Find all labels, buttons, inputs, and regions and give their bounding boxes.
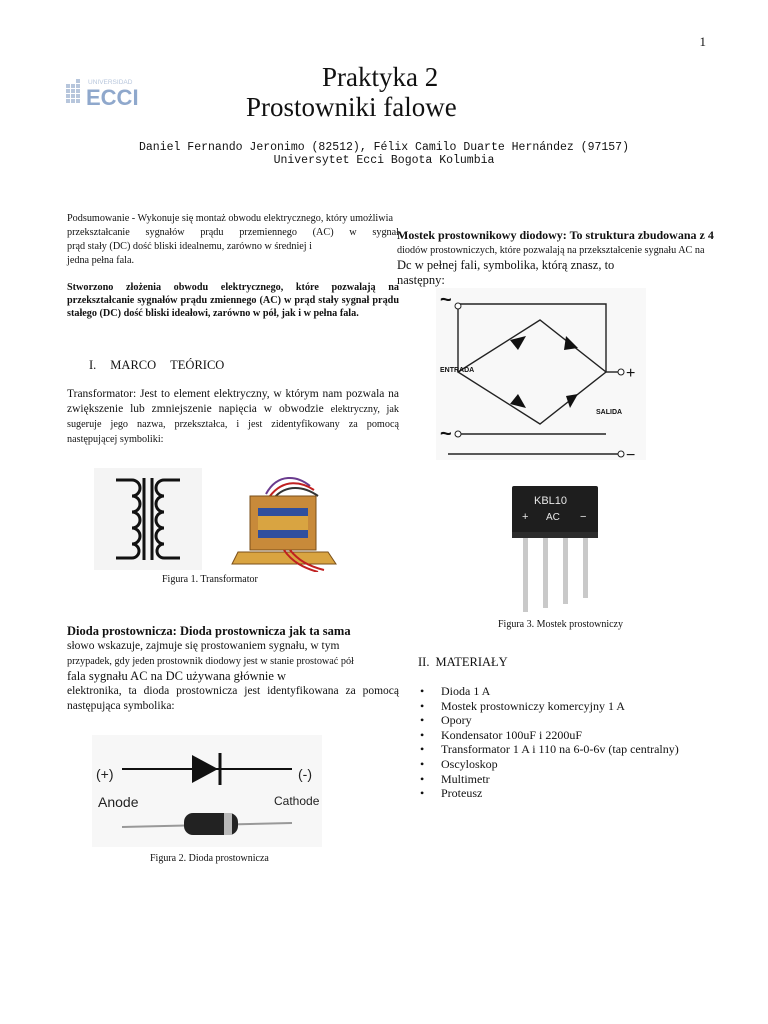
rectifier-diode-figure [92,735,322,847]
transformer-text: elektryczny, jak sugeruje jego nazwa, przekształca, i jest zidentyfikowany za pomocą następującej symboliki: [67,404,399,445]
kbl-ac-label: AC [546,512,560,523]
list-item: • Dioda 1 A [420,684,679,699]
section-heading-1 [89,358,224,373]
figure-2-caption: Figura 2. Dioda prostownicza [150,853,269,864]
diode-text-line: elektronika, ta dioda prostownicza jest identyfikowana za pomocą następująca symbolika: [67,685,399,712]
output-plus: + [626,365,636,382]
abstract [67,212,399,268]
list-item: • Transformator 1 A i 110 na 6-0-6v (tap centralny) [420,742,679,757]
abstract-line: jedna pełna fala. [67,255,135,266]
kbl-plus-label: + [522,511,529,523]
bridge-text-line: diodów prostowniczych, które pozwalają na przekształcenie sygnału AC na [397,245,705,256]
diode-paragraph [67,624,399,714]
authors-names: Daniel Fernando Jeronimo (82512), Félix Camilo Duarte Hernández (97157) [139,141,629,154]
bridge-paragraph [397,228,742,288]
bridge-text-line: następny: [397,273,445,287]
figure-3-caption: Figura 3. Mostek prostowniczy [498,619,623,630]
transformer-symbol-figure [94,468,202,570]
title-line-2: Prostowniki falowe [246,92,457,122]
transformer-paragraph [67,387,399,447]
section-title: MATERIAŁY [435,655,508,669]
logo-big-text: ECCI [86,85,139,108]
list-item: • Opory [420,713,679,728]
diode-text-line: słowo wskazuje, zajmuje się prostowaniem sygnału, w tym [67,640,340,652]
figure-1-caption: Figura 1. Transformator [162,574,258,585]
cathode-sign: (-) [298,766,312,782]
bridge-lead: Mostek prostownikowy diodowy: To struktura zbudowana z 4 [397,228,714,242]
list-item: • Proteusz [420,786,679,801]
anode-sign: (+) [96,766,114,782]
section-title-word: MARCO [110,358,157,372]
section-heading-2 [418,655,508,670]
ac-input-symbol-top: ~ [440,289,452,311]
input-label: ENTRADA [440,367,475,374]
transformer-photo-figure [228,472,340,572]
bridge-rectifier-diagram [436,288,646,460]
section-numeral: I. [89,358,97,372]
bridge-text-line: Dc w pełnej fali, symbolika, którą znasz, to [397,258,615,272]
section-title-word: TEÓRICO [170,358,225,372]
page-number: 1 [699,34,706,49]
diode-text-line: przypadek, gdy jeden prostownik diodowy jest w stanie prostować pół [67,656,354,667]
output-minus: − [626,447,636,460]
ac-input-symbol-bottom: ~ [440,423,452,445]
cathode-label: Cathode [274,794,320,808]
kbl10-bridge-photo [510,482,600,614]
anode-label: Anode [98,794,139,810]
university-logo [66,76,150,108]
list-item: • Mostek prostowniczy komercyjny 1 A [420,699,679,714]
logo-small-text: UNIVERSIDAD [88,79,133,86]
list-item: • Oscyloskop [420,757,679,772]
authors-affiliation: Universytet Ecci Bogota Kolumbia [273,154,495,167]
kbl-model-label: KBL10 [534,495,568,507]
diode-text-line: fala sygnału AC na DC używana głównie w [67,669,287,683]
title-line-1: Praktyka 2 [322,62,439,92]
list-item: • Kondensator 100uF i 2200uF [420,728,679,743]
section-numeral: II. [418,655,430,669]
abstract-line: przekształcanie sygnałów prądu przemiennego (AC) w sygnał [67,227,399,238]
abstract-line: Podsumowanie - Wykonuje się montaż obwodu elektrycznego, który umożliwia [67,213,393,224]
transformer-text: Transformator: Jest to element elektryczny, w którym nam pozwala na zwiększenie lub zmniejszenie napięcia w obwodzie [67,388,399,415]
authors-block [0,141,768,167]
summary-bold-paragraph: Stworzono złożenia obwodu elektrycznego, które pozwalają na przekształcanie sygnałów prądu zmiennego (AC) w prąd stały sygnał prądu stałego (DC) dość bliski ideałowi, zarówno w pół, jak i w pełna fala. [67,282,399,319]
diode-lead: Dioda prostownicza: Dioda prostownicza jak ta sama [67,624,351,638]
abstract-line: prąd stały (DC) dość bliski idealnemu, zarówno w średniej i [67,241,313,252]
list-item: • Multimetr [420,772,679,787]
kbl-minus-label: − [580,511,587,523]
materials-list [420,684,679,801]
output-label: SALIDA [596,409,623,416]
